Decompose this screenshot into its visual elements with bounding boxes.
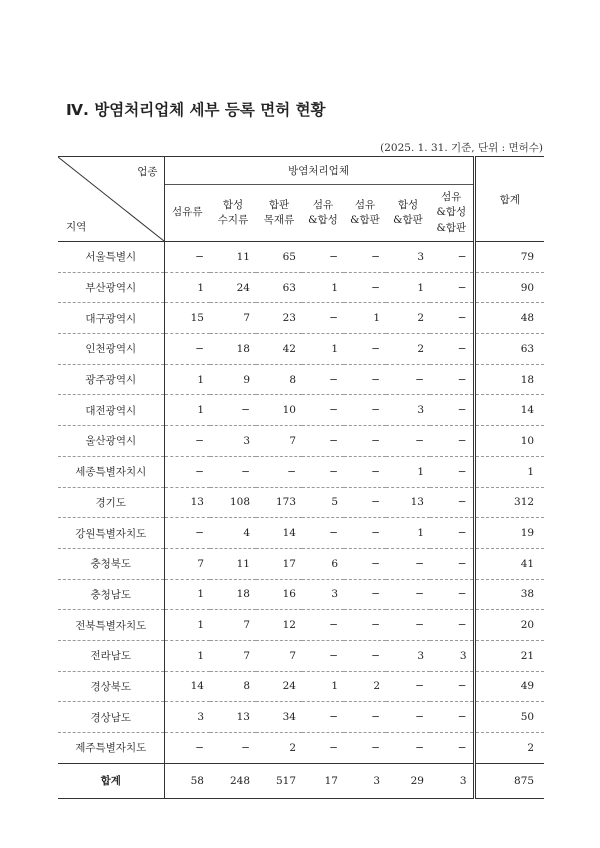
region-name: 울산광역시 xyxy=(58,426,164,457)
value-cell: − xyxy=(344,610,386,641)
value-cell: 1 xyxy=(164,640,210,671)
value-cell: 63 xyxy=(256,272,302,303)
value-cell: − xyxy=(302,610,344,641)
value-cell: 12 xyxy=(256,610,302,641)
value-cell: 3 xyxy=(430,640,474,671)
table-row xyxy=(58,640,544,671)
value-cell: − xyxy=(344,395,386,426)
region-name: 세종특별자치시 xyxy=(58,456,164,487)
value-cell: − xyxy=(164,242,210,273)
value-cell: 2 xyxy=(256,733,302,764)
row-total: 875 xyxy=(474,763,544,798)
value-cell: 9 xyxy=(210,364,256,395)
value-cell: − xyxy=(430,548,474,579)
column-header-text: 합성 xyxy=(222,198,244,211)
value-cell: 10 xyxy=(256,395,302,426)
row-total: 49 xyxy=(474,671,544,702)
region-name: 충청북도 xyxy=(58,548,164,579)
table-row xyxy=(58,334,544,365)
value-cell: 4 xyxy=(210,518,256,549)
value-cell: − xyxy=(302,640,344,671)
value-cell: − xyxy=(344,272,386,303)
value-cell: 5 xyxy=(302,487,344,518)
value-cell: 34 xyxy=(256,702,302,733)
column-header-text: 섬유류 xyxy=(172,206,203,219)
value-cell: 3 xyxy=(386,242,430,273)
value-cell: − xyxy=(430,733,474,764)
value-cell: − xyxy=(164,334,210,365)
value-cell: 8 xyxy=(210,671,256,702)
column-header-text: &합성 xyxy=(436,206,467,219)
value-cell: 18 xyxy=(210,334,256,365)
table-row xyxy=(58,487,544,518)
column-header-text: 섬유 xyxy=(312,198,334,211)
value-cell: 2 xyxy=(344,671,386,702)
region-name: 대구광역시 xyxy=(58,303,164,334)
value-cell: 14 xyxy=(164,671,210,702)
row-total: 48 xyxy=(474,303,544,334)
table-row xyxy=(58,426,544,457)
value-cell: − xyxy=(430,518,474,549)
value-cell: − xyxy=(344,518,386,549)
region-name: 부산광역시 xyxy=(58,272,164,303)
table-row xyxy=(58,702,544,733)
license-table xyxy=(58,156,544,799)
row-total: 2 xyxy=(474,733,544,764)
value-cell: 1 xyxy=(302,334,344,365)
value-cell: − xyxy=(430,242,474,273)
value-cell: − xyxy=(386,702,430,733)
table-body xyxy=(58,242,544,799)
value-cell: − xyxy=(344,456,386,487)
value-cell: − xyxy=(430,702,474,733)
value-cell: 1 xyxy=(164,272,210,303)
value-cell: − xyxy=(344,426,386,457)
column-header-5 xyxy=(344,185,386,242)
value-cell: 1 xyxy=(164,610,210,641)
value-cell: 1 xyxy=(386,518,430,549)
value-cell: 7 xyxy=(210,610,256,641)
row-total: 14 xyxy=(474,395,544,426)
row-total: 20 xyxy=(474,610,544,641)
row-total: 10 xyxy=(474,426,544,457)
value-cell: − xyxy=(164,733,210,764)
value-cell: 108 xyxy=(210,487,256,518)
region-name: 전라남도 xyxy=(58,640,164,671)
value-cell: 29 xyxy=(386,763,430,798)
value-cell: 2 xyxy=(386,334,430,365)
value-cell: − xyxy=(210,456,256,487)
value-cell: 2 xyxy=(386,303,430,334)
value-cell: 1 xyxy=(386,456,430,487)
value-cell: 15 xyxy=(164,303,210,334)
value-cell: 7 xyxy=(164,548,210,579)
value-cell: 173 xyxy=(256,487,302,518)
region-name: 경상북도 xyxy=(58,671,164,702)
value-cell: − xyxy=(344,487,386,518)
row-total: 50 xyxy=(474,702,544,733)
value-cell: 3 xyxy=(386,640,430,671)
column-header-text: &합판 xyxy=(350,214,380,226)
table-row xyxy=(58,548,544,579)
value-cell: − xyxy=(256,456,302,487)
row-total: 1 xyxy=(474,456,544,487)
value-cell: 13 xyxy=(210,702,256,733)
value-cell: − xyxy=(344,334,386,365)
value-cell: − xyxy=(164,518,210,549)
row-total: 41 xyxy=(474,548,544,579)
row-total: 19 xyxy=(474,518,544,549)
table-row xyxy=(58,671,544,702)
column-header-1 xyxy=(164,185,210,242)
value-cell: 1 xyxy=(164,395,210,426)
value-cell: − xyxy=(302,395,344,426)
row-total: 63 xyxy=(474,334,544,365)
row-total: 21 xyxy=(474,640,544,671)
value-cell: − xyxy=(302,242,344,273)
group-header: 방염처리업체 xyxy=(164,157,474,185)
value-cell: 1 xyxy=(302,272,344,303)
value-cell: − xyxy=(386,364,430,395)
value-cell: − xyxy=(302,733,344,764)
column-header-text: 합판 xyxy=(268,198,290,211)
page-title: Ⅳ. 방염처리업체 세부 등록 면허 현황 xyxy=(66,101,326,119)
region-name: 전북특별자치도 xyxy=(58,610,164,641)
value-cell: 24 xyxy=(210,272,256,303)
value-cell: − xyxy=(430,334,474,365)
table-row xyxy=(58,456,544,487)
value-cell: − xyxy=(164,456,210,487)
column-header-3 xyxy=(256,185,302,242)
column-header-text: 합성 xyxy=(397,198,419,211)
value-cell: − xyxy=(344,364,386,395)
value-cell: − xyxy=(430,456,474,487)
region-name: 광주광역시 xyxy=(58,364,164,395)
table-row xyxy=(58,733,544,764)
region-name: 강원특별자치도 xyxy=(58,518,164,549)
row-total: 18 xyxy=(474,364,544,395)
row-total: 79 xyxy=(474,242,544,273)
value-cell: 14 xyxy=(256,518,302,549)
value-cell: − xyxy=(430,272,474,303)
value-cell: − xyxy=(344,548,386,579)
value-cell: 65 xyxy=(256,242,302,273)
table-row xyxy=(58,395,544,426)
value-cell: − xyxy=(344,702,386,733)
value-cell: 1 xyxy=(164,364,210,395)
value-cell: 8 xyxy=(256,364,302,395)
column-header-text: &합판 xyxy=(436,221,467,234)
value-cell: 248 xyxy=(210,763,256,798)
value-cell: − xyxy=(430,364,474,395)
value-cell: − xyxy=(430,579,474,610)
value-cell: 3 xyxy=(302,579,344,610)
sum-row xyxy=(58,763,544,798)
value-cell: − xyxy=(302,364,344,395)
column-header-6 xyxy=(386,185,430,242)
value-cell: − xyxy=(302,518,344,549)
column-header-text: &합판 xyxy=(393,214,423,226)
value-cell: − xyxy=(430,610,474,641)
value-cell: − xyxy=(386,426,430,457)
column-header-7 xyxy=(430,185,474,242)
region-name: 대전광역시 xyxy=(58,395,164,426)
value-cell: 42 xyxy=(256,334,302,365)
value-cell: 517 xyxy=(256,763,302,798)
value-cell: 3 xyxy=(344,763,386,798)
table-row xyxy=(58,518,544,549)
value-cell: − xyxy=(430,395,474,426)
value-cell: 3 xyxy=(210,426,256,457)
region-name: 충청남도 xyxy=(58,579,164,610)
table-row xyxy=(58,272,544,303)
value-cell: − xyxy=(344,242,386,273)
table-row xyxy=(58,364,544,395)
region-name: 서울특별시 xyxy=(58,242,164,273)
corner-industry-label: 업종 xyxy=(137,166,158,178)
column-header-text: 목재류 xyxy=(263,214,295,226)
value-cell: 7 xyxy=(256,426,302,457)
value-cell: − xyxy=(164,426,210,457)
value-cell: − xyxy=(430,671,474,702)
region-name: 경기도 xyxy=(58,487,164,518)
value-cell: 23 xyxy=(256,303,302,334)
value-cell: 16 xyxy=(256,579,302,610)
region-name: 인천광역시 xyxy=(58,334,164,365)
value-cell: 13 xyxy=(386,487,430,518)
column-header-text: 섬유 xyxy=(354,198,376,211)
value-cell: 1 xyxy=(386,272,430,303)
value-cell: 1 xyxy=(344,303,386,334)
column-header-text: &합성 xyxy=(308,214,338,226)
value-cell: 7 xyxy=(210,640,256,671)
value-cell: 3 xyxy=(164,702,210,733)
value-cell: 13 xyxy=(164,487,210,518)
value-cell: − xyxy=(302,426,344,457)
table-row xyxy=(58,610,544,641)
value-cell: 7 xyxy=(210,303,256,334)
value-cell: 17 xyxy=(302,763,344,798)
corner-header xyxy=(58,157,164,242)
value-cell: − xyxy=(430,426,474,457)
value-cell: 6 xyxy=(302,548,344,579)
unit-note: (2025. 1. 31. 기준, 단위 : 면허수) xyxy=(380,142,543,154)
value-cell: − xyxy=(302,303,344,334)
region-name: 경상남도 xyxy=(58,702,164,733)
column-header-text: 섬유 xyxy=(441,191,462,204)
value-cell: − xyxy=(386,548,430,579)
value-cell: 18 xyxy=(210,579,256,610)
corner-region-label: 지역 xyxy=(66,221,87,233)
value-cell: 24 xyxy=(256,671,302,702)
table-row xyxy=(58,242,544,273)
value-cell: 3 xyxy=(430,763,474,798)
value-cell: − xyxy=(430,487,474,518)
value-cell: − xyxy=(302,456,344,487)
value-cell: 1 xyxy=(302,671,344,702)
value-cell: 3 xyxy=(386,395,430,426)
table-row xyxy=(58,303,544,334)
total-header: 합계 xyxy=(474,157,544,242)
value-cell: 11 xyxy=(210,548,256,579)
region-name: 제주특별자치도 xyxy=(58,733,164,764)
column-header-4 xyxy=(302,185,344,242)
value-cell: − xyxy=(344,733,386,764)
value-cell: − xyxy=(386,579,430,610)
value-cell: − xyxy=(430,303,474,334)
row-total: 312 xyxy=(474,487,544,518)
value-cell: 11 xyxy=(210,242,256,273)
value-cell: − xyxy=(386,610,430,641)
row-total: 90 xyxy=(474,272,544,303)
column-header-2 xyxy=(210,185,256,242)
value-cell: − xyxy=(386,671,430,702)
value-cell: − xyxy=(344,579,386,610)
value-cell: − xyxy=(344,640,386,671)
sum-label: 합계 xyxy=(58,763,164,798)
value-cell: 58 xyxy=(164,763,210,798)
row-total: 38 xyxy=(474,579,544,610)
column-header-text: 수지류 xyxy=(217,214,249,226)
value-cell: 17 xyxy=(256,548,302,579)
value-cell: − xyxy=(386,733,430,764)
value-cell: − xyxy=(210,395,256,426)
value-cell: 7 xyxy=(256,640,302,671)
table-row xyxy=(58,579,544,610)
value-cell: − xyxy=(302,702,344,733)
value-cell: − xyxy=(210,733,256,764)
value-cell: 1 xyxy=(164,579,210,610)
